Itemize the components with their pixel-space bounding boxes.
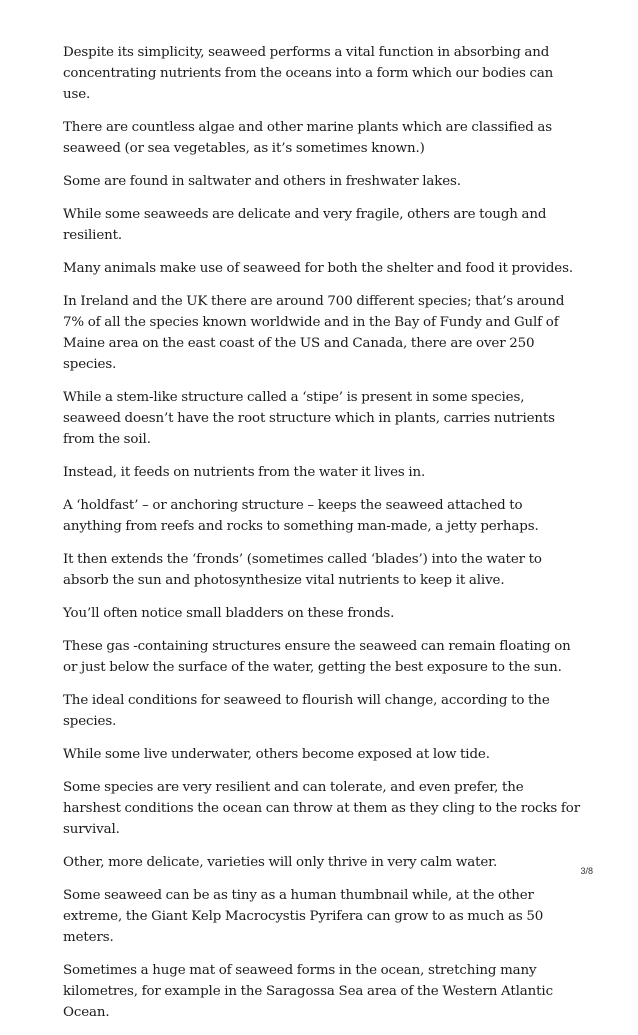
paragraph: While some live underwater, others become exposed at low tide. <box>63 747 490 762</box>
paragraph: In Ireland and the UK there are around 700 different species; that’s around 7% of all the species known worldwide and in the Bay of Fundy and Gulf of Maine area on the east coast of the US and Canada, there are over 250 species. <box>63 294 565 372</box>
paragraph: While a stem-like structure called a ‘stipe’ is present in some species, seaweed doesn’t have the root structure which in plants, carries nutrients from the soil. <box>63 390 555 447</box>
paragraph: There are countless algae and other marine plants which are classified as seaweed (or sea vegetables, as it’s sometimes known.) <box>63 120 553 156</box>
paragraph: Some species are very resilient and can tolerate, and even prefer, the harshest conditions the ocean can throw at them as they cling to the rocks for survival. <box>63 780 580 837</box>
paragraph: Despite its simplicity, seaweed performs a vital function in absorbing and concentrating nutrients from the oceans into a form which our bodies can use. <box>63 45 554 102</box>
paragraph: You’ll often notice small bladders on these fronds. <box>63 606 395 621</box>
paragraph: While some seaweeds are delicate and very fragile, others are tough and resilient. <box>63 207 547 243</box>
paragraph: Many animals make use of seaweed for both the shelter and food it provides. <box>63 261 573 276</box>
paragraph: These gas -containing structures ensure the seaweed can remain floating on or just below the surface of the water, getting the best exposure to the sun. <box>63 639 571 675</box>
paragraph: Other, more delicate, varieties will only thrive in very calm water. <box>63 855 498 870</box>
paragraph: Some are found in saltwater and others in freshwater lakes. <box>63 174 461 189</box>
paragraph: A ‘holdfast’ – or anchoring structure – keeps the seaweed attached to anything from reefs and rocks to something man-made, a jetty perhaps. <box>63 498 539 534</box>
article-body <box>63 42 583 1035</box>
paragraph: It then extends the ‘fronds’ (sometimes called ‘blades’) into the water to absorb the sun and photosynthesize vital nutrients to keep it alive. <box>63 552 542 588</box>
paragraph: The ideal conditions for seaweed to flourish will change, according to the species. <box>63 693 550 729</box>
page-number: 3/8 <box>580 866 593 876</box>
paragraph: Instead, it feeds on nutrients from the water it lives in. <box>63 465 426 480</box>
paragraph: Some seaweed can be as tiny as a human thumbnail while, at the other extreme, the Giant Kelp Macrocystis Pyrifera can grow to as much as 50 meters. <box>63 888 544 945</box>
paragraph: Sometimes a huge mat of seaweed forms in the ocean, stretching many kilometres, for example in the Saragossa Sea area of the Western Atlantic Ocean. <box>63 963 553 1020</box>
